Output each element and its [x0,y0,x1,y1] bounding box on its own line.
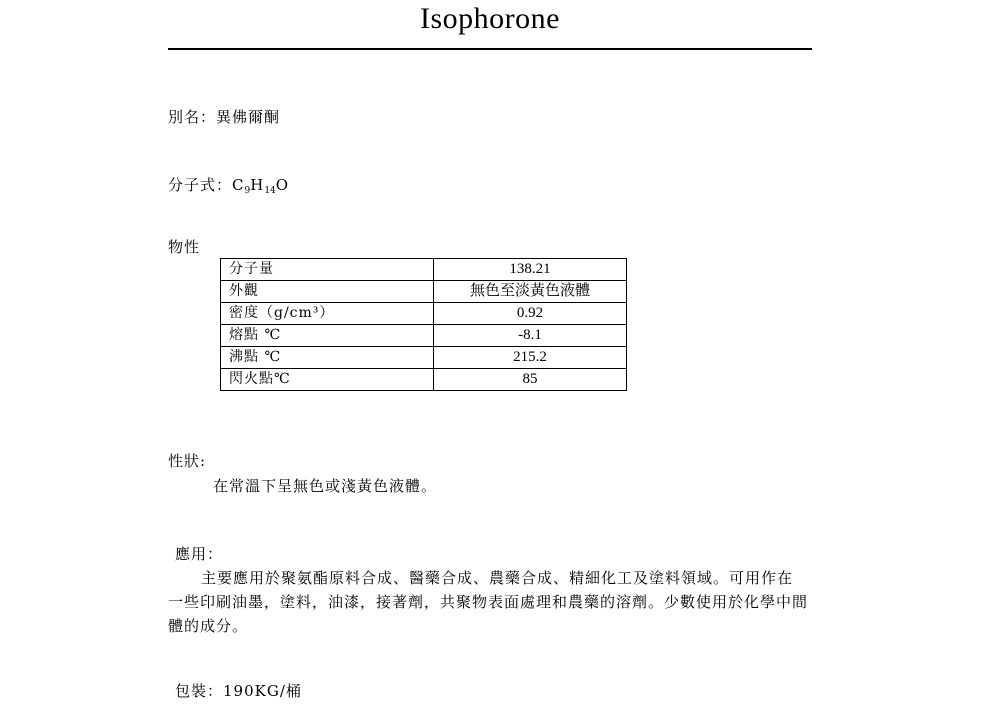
packaging-value: 190KG/桶 [223,682,302,700]
property-name: 熔點 ℃ [221,325,434,347]
property-name: 閃火點℃ [221,369,434,391]
document-title: Isophorone [420,2,560,35]
formula-h-subscript: 14 [264,186,276,196]
table-row [221,281,627,303]
formula-c-subscript: 9 [244,186,251,196]
properties-table [220,258,627,391]
table-row [221,369,627,391]
property-name: 分子量 [221,259,434,281]
title-underline [168,48,812,50]
property-name: 沸點 ℃ [221,347,434,369]
formula-o: O [275,176,290,194]
property-value: 215.2 [434,347,627,369]
table-row [221,259,627,281]
property-name: 外觀 [221,281,434,303]
formula-h: H [250,176,265,194]
property-value: 85 [434,369,627,391]
alias-value: 異佛爾酮 [216,108,281,126]
formula-line [168,174,289,195]
property-value: -8.1 [434,325,627,347]
packaging-line [175,680,302,701]
state-label: 性狀: [168,452,207,470]
property-value: 無色至淡黃色液體 [434,281,627,303]
alias-line [168,106,280,127]
state-text: 在常溫下呈無色或淺黃色液體。 [213,477,438,495]
table-row [221,303,627,325]
alias-label: 別名： [168,108,217,126]
formula-label: 分子式： [168,176,233,194]
property-name: 密度（g/cm³） [221,303,434,325]
application-label: 應用： [175,545,224,563]
table-row [221,347,627,369]
property-value: 138.21 [434,259,627,281]
properties-heading: 物性 [168,238,201,256]
packaging-label: 包裝： [175,682,224,700]
formula-c: C [232,176,245,194]
property-value: 0.92 [434,303,627,325]
application-text: 主要應用於聚氨酯原料合成、醫藥合成、農藥合成、精細化工及塗料領域。可用作在一些印刷油墨，塗料，油漆，接著劑，共聚物表面處理和農藥的溶劑。少數使用於化學中間體的成分。 [168,569,809,635]
table-row [221,325,627,347]
